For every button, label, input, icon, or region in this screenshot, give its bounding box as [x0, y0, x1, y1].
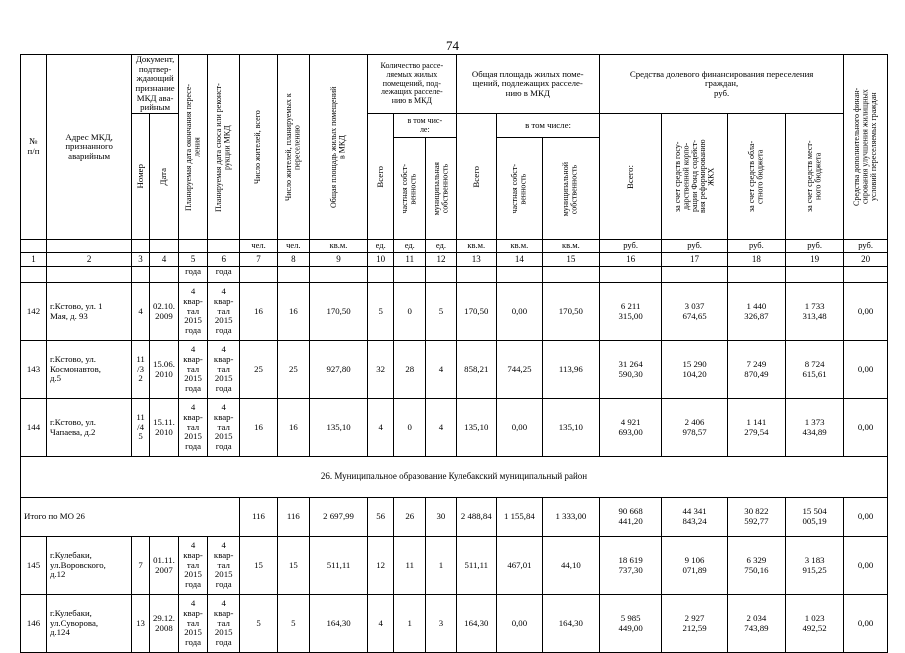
- cell-res: 5: [240, 595, 277, 653]
- cell-end: 4 квар- тал 2015 года: [179, 341, 208, 399]
- column-number: 7: [240, 253, 277, 267]
- table-row: [21, 341, 888, 399]
- header-rooms-count: Количество рассе- ляемых жилых помещений, под- лежащих расселе- нию в МКД: [368, 55, 456, 114]
- cell-rp: 11: [394, 537, 426, 595]
- cell-area: 511,11: [309, 537, 367, 595]
- unit-cell: кв.м.: [456, 240, 497, 253]
- cell-rm: 1: [426, 537, 456, 595]
- cell-rm: 5: [426, 283, 456, 341]
- cell-ft: 6 211 315,00: [599, 283, 661, 341]
- cell-ap: 0,00: [497, 595, 543, 653]
- total-cell: 2 697,99: [309, 498, 367, 537]
- cell-ft: 31 264 590,30: [599, 341, 661, 399]
- column-number: 10: [368, 253, 394, 267]
- total-row: [21, 498, 888, 537]
- column-number: 8: [277, 253, 309, 267]
- header-funds-fund: за счет средств госу- дарственной корпо- рации Фонд содейст- вия реформированию ЖКХ: [662, 114, 727, 240]
- header-residents-plan: Число жителей, планируемых к переселению: [277, 55, 309, 240]
- column-number: 1: [21, 253, 47, 267]
- cell-res: 16: [240, 399, 277, 457]
- mo-section-row: [21, 457, 888, 498]
- column-number: 6: [208, 253, 240, 267]
- unit-cell: чел.: [277, 240, 309, 253]
- carry-cell: года: [179, 267, 208, 283]
- cell-res: 16: [240, 283, 277, 341]
- cell-fr: 6 329 750,16: [727, 537, 785, 595]
- cell-fr: 7 249 870,49: [727, 341, 785, 399]
- total-cell: 26: [394, 498, 426, 537]
- header-incl2: в том числе:: [497, 114, 600, 138]
- cell-date: 29.12. 2008: [149, 595, 178, 653]
- cell-at: 511,11: [456, 537, 497, 595]
- total-cell: 2 488,84: [456, 498, 497, 537]
- column-number: 18: [727, 253, 785, 267]
- unit-cell: руб.: [662, 240, 727, 253]
- header-doc-date: Дата: [149, 114, 178, 240]
- column-number: 20: [844, 253, 888, 267]
- header-rooms-total: Всего: [368, 114, 394, 240]
- cell-date: 15.06. 2010: [149, 341, 178, 399]
- cell-docno: 13: [132, 595, 150, 653]
- cell-fr: 1 141 279,54: [727, 399, 785, 457]
- header-residents: Число жителей, всего: [240, 55, 277, 240]
- cell-resp: 16: [277, 399, 309, 457]
- cell-ft: 18 619 737,30: [599, 537, 661, 595]
- cell-date: 15.11. 2010: [149, 399, 178, 457]
- total-cell: 15 504 005,19: [786, 498, 844, 537]
- header-address: Адрес МКД, признанного аварийным: [46, 55, 131, 240]
- cell-end: 4 квар- тал 2015 года: [179, 283, 208, 341]
- header-area-total: Всего: [456, 114, 497, 240]
- cell-rt: 4: [368, 595, 394, 653]
- cell-rm: 4: [426, 341, 456, 399]
- cell-am: 164,30: [542, 595, 599, 653]
- cell-ap: 744,25: [497, 341, 543, 399]
- header-doc-number: Номер: [132, 114, 150, 240]
- cell-n: 144: [21, 399, 47, 457]
- cell-ff: 3 037 674,65: [662, 283, 727, 341]
- cell-fl: 8 724 615,61: [786, 341, 844, 399]
- header-funds-extra: Средства дополнительного финан- сирования улучшения жилищных условий переселяемых граждан: [844, 55, 888, 240]
- cell-ff: 15 290 104,20: [662, 341, 727, 399]
- cell-addr: г.Кулебаки, ул.Суворова, д.124: [46, 595, 131, 653]
- header-private: частная собст- венность: [394, 138, 426, 240]
- total-cell: 44 341 843,24: [662, 498, 727, 537]
- column-number: 3: [132, 253, 150, 267]
- cell-rt: 5: [368, 283, 394, 341]
- cell-end: 4 квар- тал 2015 года: [179, 595, 208, 653]
- page-number: 74: [446, 38, 459, 53]
- cell-fl: 3 183 915,25: [786, 537, 844, 595]
- cell-date: 01.11. 2007: [149, 537, 178, 595]
- unit-cell: ед.: [394, 240, 426, 253]
- header-document: Документ, подтвер- ждающий признание МКД ава- рийным: [132, 55, 179, 114]
- unit-cell: кв.м.: [309, 240, 367, 253]
- cell-am: 170,50: [542, 283, 599, 341]
- header-area-private: частная собст- венность: [497, 138, 543, 240]
- cell-dem: 4 квар- тал 2015 года: [208, 537, 240, 595]
- unit-cell: кв.м.: [497, 240, 543, 253]
- cell-resp: 16: [277, 283, 309, 341]
- cell-docno: 11 /4 5: [132, 399, 150, 457]
- cell-area: 164,30: [309, 595, 367, 653]
- cell-fr: 1 440 326,87: [727, 283, 785, 341]
- column-number: 12: [426, 253, 456, 267]
- unit-cell: руб.: [786, 240, 844, 253]
- total-cell: 1 333,00: [542, 498, 599, 537]
- total-cell: 1 155,84: [497, 498, 543, 537]
- cell-fl: 1 023 492,52: [786, 595, 844, 653]
- header-funds: Средства долевого финансирования переселения граждан, руб.: [599, 55, 843, 114]
- column-number: 5: [179, 253, 208, 267]
- unit-cell: руб.: [599, 240, 661, 253]
- unit-cell: руб.: [844, 240, 888, 253]
- cell-addr: г.Кстово, ул. Чапаева, д.2: [46, 399, 131, 457]
- header-municipal: муниципальная собственность: [426, 138, 456, 240]
- header-plan-demolish: Планируемая дата сноса или реконст- рукции МКД: [208, 55, 240, 240]
- cell-dem: 4 квар- тал 2015 года: [208, 283, 240, 341]
- cell-fe: 0,00: [844, 341, 888, 399]
- cell-ft: 5 985 449,00: [599, 595, 661, 653]
- total-cell: 56: [368, 498, 394, 537]
- total-cell: 116: [240, 498, 277, 537]
- cell-resp: 15: [277, 537, 309, 595]
- column-number: 15: [542, 253, 599, 267]
- cell-fl: 1 373 434,89: [786, 399, 844, 457]
- header-plan-end: Планируемая дата окончания пересе- ления: [179, 55, 208, 240]
- cell-rt: 4: [368, 399, 394, 457]
- cell-fe: 0,00: [844, 595, 888, 653]
- cell-res: 25: [240, 341, 277, 399]
- table-row: [21, 595, 888, 653]
- column-numbers-row: [21, 253, 888, 267]
- cell-addr: г.Кулебаки, ул.Воровского, д.12: [46, 537, 131, 595]
- cell-area: 170,50: [309, 283, 367, 341]
- resettlement-table: [20, 54, 888, 653]
- cell-ff: 9 106 071,89: [662, 537, 727, 595]
- column-number: 14: [497, 253, 543, 267]
- column-number: 16: [599, 253, 661, 267]
- cell-resp: 5: [277, 595, 309, 653]
- unit-cell: ед.: [426, 240, 456, 253]
- header-funds-local: за счет средств мест- ного бюджета: [786, 114, 844, 240]
- cell-am: 44,10: [542, 537, 599, 595]
- cell-n: 146: [21, 595, 47, 653]
- total-cell: 0,00: [844, 498, 888, 537]
- cell-rp: 1: [394, 595, 426, 653]
- cell-ff: 2 406 978,57: [662, 399, 727, 457]
- cell-am: 135,10: [542, 399, 599, 457]
- cell-ap: 467,01: [497, 537, 543, 595]
- cell-ap: 0,00: [497, 399, 543, 457]
- unit-cell: руб.: [727, 240, 785, 253]
- cell-date: 02.10. 2009: [149, 283, 178, 341]
- cell-n: 143: [21, 341, 47, 399]
- cell-area: 135,10: [309, 399, 367, 457]
- total-cell: 30 822 592,77: [727, 498, 785, 537]
- cell-rm: 3: [426, 595, 456, 653]
- cell-rt: 32: [368, 341, 394, 399]
- cell-addr: г.Кстово, ул. 1 Мая, д. 93: [46, 283, 131, 341]
- column-number: 2: [46, 253, 131, 267]
- cell-rp: 0: [394, 283, 426, 341]
- cell-resp: 25: [277, 341, 309, 399]
- cell-fr: 2 034 743,89: [727, 595, 785, 653]
- total-cell: 30: [426, 498, 456, 537]
- cell-n: 142: [21, 283, 47, 341]
- cell-dem: 4 квар- тал 2015 года: [208, 595, 240, 653]
- column-number: 17: [662, 253, 727, 267]
- cell-docno: 4: [132, 283, 150, 341]
- mo-title: 26. Муниципальное образование Кулебакский муниципальный район: [21, 457, 888, 498]
- cell-dem: 4 квар- тал 2015 года: [208, 399, 240, 457]
- table-row: [21, 399, 888, 457]
- column-number: 9: [309, 253, 367, 267]
- cell-docno: 11 /3 2: [132, 341, 150, 399]
- cell-dem: 4 квар- тал 2015 года: [208, 341, 240, 399]
- table-row: [21, 283, 888, 341]
- cell-res: 15: [240, 537, 277, 595]
- header-area-resettle: Общая площадь жилых поме- щений, подлежащих расселе- нию в МКД: [456, 55, 599, 114]
- table-row: [21, 537, 888, 595]
- units-row: [21, 240, 888, 253]
- column-number: 13: [456, 253, 497, 267]
- header-total-area: Общая площадь жилых помещений в МКД: [309, 55, 367, 240]
- carry-over-row: [21, 267, 888, 283]
- cell-fe: 0,00: [844, 537, 888, 595]
- carry-cell: года: [208, 267, 240, 283]
- cell-end: 4 квар- тал 2015 года: [179, 399, 208, 457]
- cell-end: 4 квар- тал 2015 года: [179, 537, 208, 595]
- header-incl: в том чис- ле:: [394, 114, 456, 138]
- cell-rm: 4: [426, 399, 456, 457]
- header-funds-total: Всего:: [599, 114, 661, 240]
- cell-am: 113,96: [542, 341, 599, 399]
- header-num: № п/п: [21, 55, 47, 240]
- total-cell: 90 668 441,20: [599, 498, 661, 537]
- cell-fe: 0,00: [844, 283, 888, 341]
- column-number: 19: [786, 253, 844, 267]
- cell-at: 135,10: [456, 399, 497, 457]
- total-cell: 116: [277, 498, 309, 537]
- header-area-municipal: муниципальной собственность: [542, 138, 599, 240]
- column-number: 11: [394, 253, 426, 267]
- cell-n: 145: [21, 537, 47, 595]
- cell-at: 858,21: [456, 341, 497, 399]
- cell-ff: 2 927 212,59: [662, 595, 727, 653]
- unit-cell: чел.: [240, 240, 277, 253]
- cell-area: 927,80: [309, 341, 367, 399]
- cell-fe: 0,00: [844, 399, 888, 457]
- total-label: Итого по МО 26: [21, 498, 240, 537]
- cell-at: 164,30: [456, 595, 497, 653]
- cell-fl: 1 733 313,48: [786, 283, 844, 341]
- cell-ap: 0,00: [497, 283, 543, 341]
- cell-at: 170,50: [456, 283, 497, 341]
- cell-addr: г.Кстово, ул. Космонавтов, д.5: [46, 341, 131, 399]
- cell-rp: 28: [394, 341, 426, 399]
- column-number: 4: [149, 253, 178, 267]
- header-funds-region: за счет средств обла- стного бюджета: [727, 114, 785, 240]
- cell-ft: 4 921 693,00: [599, 399, 661, 457]
- cell-rt: 12: [368, 537, 394, 595]
- unit-cell: кв.м.: [542, 240, 599, 253]
- cell-docno: 7: [132, 537, 150, 595]
- cell-rp: 0: [394, 399, 426, 457]
- unit-cell: ед.: [368, 240, 394, 253]
